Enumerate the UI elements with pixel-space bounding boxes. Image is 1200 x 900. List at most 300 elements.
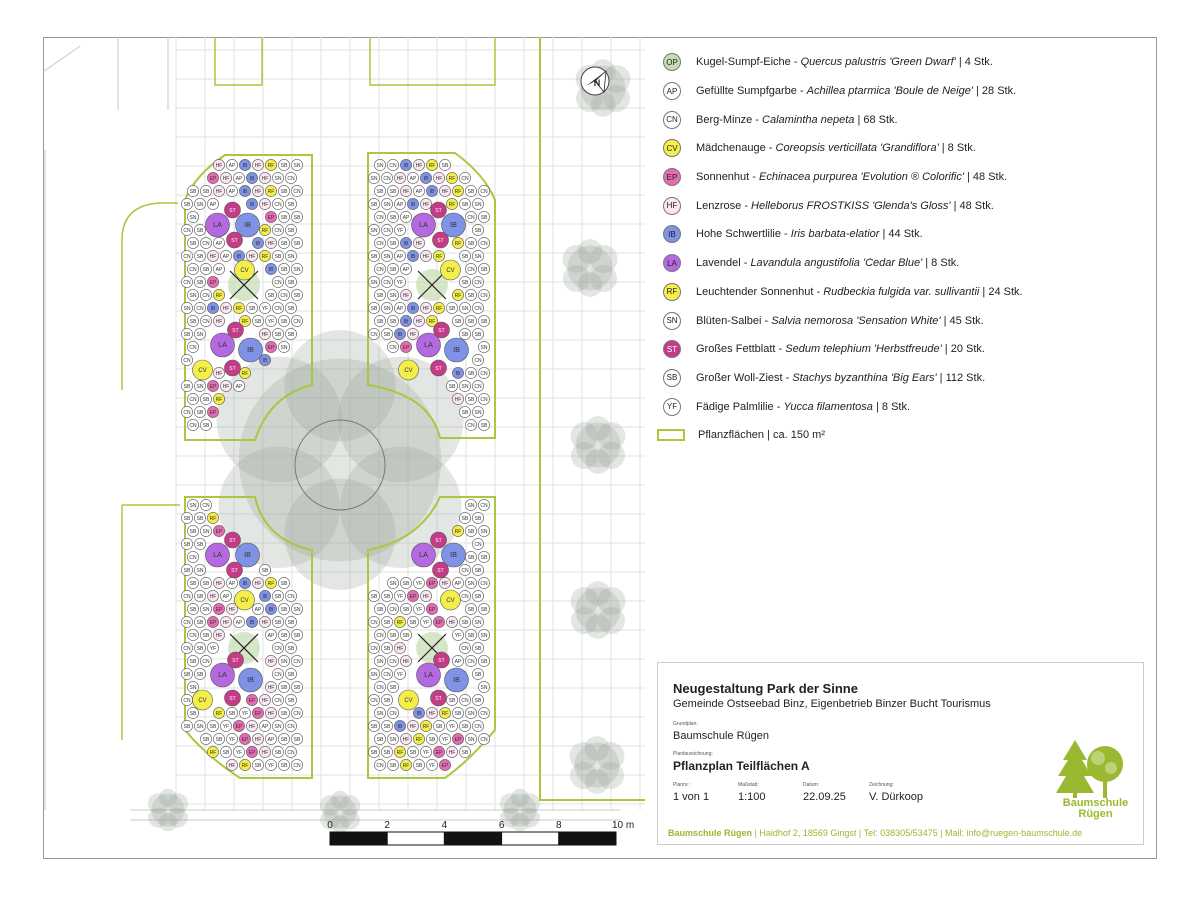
plant-sb (381, 642, 392, 653)
svg-text:HF: HF (215, 189, 223, 195)
svg-text:ST: ST (437, 568, 444, 574)
svg-text:CN: CN (383, 228, 391, 234)
plant-hf (220, 172, 231, 183)
legend-item-rf (655, 278, 1155, 307)
svg-text:CN: CN (389, 163, 397, 169)
svg-text:SB: SB (274, 332, 282, 338)
legend-label: Lavendel - Lavandula angustifolia 'Cedar Blue' | 8 Stk. (696, 257, 960, 270)
plant-st (225, 690, 241, 706)
svg-text:EP: EP (428, 581, 436, 587)
svg-text:YF: YF (267, 763, 275, 769)
plant-cn (368, 694, 379, 705)
svg-text:SB: SB (441, 163, 449, 169)
svg-text:SN: SN (474, 202, 482, 208)
svg-text:ST: ST (232, 658, 239, 664)
plant-ap (265, 733, 276, 744)
scale-segment (330, 832, 387, 845)
plant-sb (465, 629, 476, 640)
plant-sn (465, 577, 476, 588)
legend-quantity: | 8 Stk. (941, 142, 976, 155)
svg-text:SN: SN (461, 384, 469, 390)
svg-text:HF: HF (441, 581, 449, 587)
svg-text:SB: SB (480, 319, 488, 325)
plant-sb (465, 551, 476, 562)
plant-sn (374, 159, 385, 170)
svg-text:SB: SB (480, 607, 488, 613)
legend-latin-name: Quercus palustris 'Green Dwarf' (800, 56, 956, 69)
plant-yf (259, 302, 270, 313)
svg-text:SB: SB (189, 607, 197, 613)
svg-text:SB: SB (467, 633, 475, 639)
svg-text:SB: SB (293, 215, 301, 221)
svg-text:IB: IB (242, 581, 248, 587)
legend-quantity: | 112 Stk. (939, 371, 986, 384)
svg-text:CN: CN (370, 646, 378, 652)
svg-text:HF: HF (222, 620, 230, 626)
plant-sb (278, 263, 289, 274)
svg-text:HF: HF (441, 189, 449, 195)
plant-hf (420, 590, 431, 601)
svg-text:SB: SB (228, 711, 236, 717)
legend-common-name: Berg-Minze (696, 113, 753, 126)
svg-text:SN: SN (480, 685, 488, 691)
plant-cn (368, 642, 379, 653)
svg-text:CN: CN (376, 267, 384, 273)
plant-sn (381, 198, 392, 209)
svg-text:SB: SB (261, 568, 269, 574)
svg-text:EP: EP (215, 607, 223, 613)
field-label: Datum: (803, 782, 820, 788)
svg-text:SB: SB (467, 555, 475, 561)
svg-text:RF: RF (448, 202, 456, 208)
svg-text:RF: RF (241, 763, 249, 769)
svg-text:CN: CN (196, 306, 204, 312)
plant-sb (387, 681, 398, 692)
legend-label: Berg-Minze - Calamintha nepeta | 68 Stk. (696, 113, 898, 126)
legend-label: Gefüllte Sumpfgarbe - Achillea ptarmica 'Boule de Neige' | 28 Stk. (696, 85, 1017, 98)
plant-cn (381, 276, 392, 287)
plant-sb (465, 237, 476, 248)
plant-sb (426, 733, 437, 744)
plant-sb (220, 746, 231, 757)
legend-label: Lenzrose - Helleborus FROSTKISS 'Glenda's Gloss' | 48 Stk. (696, 199, 994, 212)
svg-text:CN: CN (293, 189, 301, 195)
plant-cn (187, 393, 198, 404)
svg-text:LA: LA (419, 550, 428, 559)
field-value: 1 von 1 (673, 791, 710, 803)
svg-text:SB: SB (287, 672, 295, 678)
svg-text:RF: RF (428, 319, 436, 325)
plant-ib (400, 315, 411, 326)
plant-sb (278, 707, 289, 718)
svg-text:CN: CN (389, 345, 397, 351)
svg-text:SB: SB (402, 607, 410, 613)
svg-text:HF: HF (261, 750, 269, 756)
plant-sb (291, 629, 302, 640)
svg-text:EP: EP (215, 529, 223, 535)
svg-text:SB: SB (461, 332, 469, 338)
svg-text:CN: CN (202, 319, 210, 325)
legend-label: Fädige Palmlilie - Yucca filamentosa | 8 Stk. (696, 400, 911, 413)
svg-text:IB: IB (455, 371, 461, 377)
plant-sb (381, 746, 392, 757)
plant-cn (272, 302, 283, 313)
svg-text:ST: ST (229, 696, 236, 702)
plant-sb (285, 198, 296, 209)
legend-symbol: SB (663, 369, 681, 387)
svg-text:YF: YF (396, 228, 404, 234)
plant-sn (374, 655, 385, 666)
plant-cn (478, 733, 489, 744)
svg-text:SB: SB (202, 581, 210, 587)
legend-quantity: | 48 Stk. (953, 199, 994, 212)
plant-yf (394, 668, 405, 679)
plant-sb (472, 642, 483, 653)
svg-text:ST: ST (229, 366, 236, 372)
plant-ep (265, 341, 276, 352)
svg-text:EP: EP (454, 737, 462, 743)
legend-item-sn (655, 306, 1155, 335)
plant-sn (472, 406, 483, 417)
svg-text:SB: SB (280, 763, 288, 769)
svg-text:CN: CN (389, 711, 397, 717)
svg-text:SB: SB (474, 698, 482, 704)
svg-text:SB: SB (293, 737, 301, 743)
plant-rf (446, 172, 457, 183)
plant-ep (252, 707, 263, 718)
plant-st (225, 532, 241, 548)
svg-text:SB: SB (274, 620, 282, 626)
svg-text:SB: SB (467, 529, 475, 535)
plant-rf (259, 250, 270, 261)
plant-hf (433, 172, 444, 183)
plant-yf (420, 616, 431, 627)
plant-rf (452, 289, 463, 300)
svg-text:HF: HF (261, 176, 269, 182)
svg-text:SB: SB (189, 319, 197, 325)
plant-sb (181, 328, 192, 339)
plant-sb (368, 746, 379, 757)
svg-text:YF: YF (267, 319, 275, 325)
plant-cn (285, 720, 296, 731)
svg-text:EP: EP (248, 750, 256, 756)
svg-text:IB: IB (397, 724, 403, 730)
legend-quantity: | 24 Stk. (982, 285, 1023, 298)
legend-quantity: | 8 Stk. (925, 257, 960, 270)
legend-common-name: Großes Fettblatt (696, 343, 776, 356)
plant-sn (278, 655, 289, 666)
plant-hf (420, 198, 431, 209)
svg-text:AP: AP (267, 737, 275, 743)
plant-sb (478, 263, 489, 274)
plant-sb (368, 250, 379, 261)
plant-sb (252, 315, 263, 326)
svg-text:EP: EP (209, 620, 217, 626)
plant-cn (187, 629, 198, 640)
tree-canopy (570, 736, 625, 794)
plant-sb (407, 616, 418, 627)
plant-sn (291, 603, 302, 614)
svg-text:LA: LA (218, 340, 227, 349)
plant-sb (400, 603, 411, 614)
plant-ap (394, 198, 405, 209)
svg-text:SB: SB (189, 659, 197, 665)
svg-text:EP: EP (209, 384, 217, 390)
svg-text:RF: RF (454, 241, 462, 247)
plant-sb (194, 512, 205, 523)
svg-text:HF: HF (402, 293, 410, 299)
plant-cn (465, 655, 476, 666)
plant-cn (291, 315, 302, 326)
north-arrow (581, 67, 609, 95)
plant-yf (413, 603, 424, 614)
plant-cn (368, 328, 379, 339)
svg-text:EP: EP (428, 607, 436, 613)
scale-label: 8 (556, 820, 562, 831)
plant-ap (452, 655, 463, 666)
north-label: N (593, 78, 601, 88)
svg-text:RF: RF (209, 750, 217, 756)
svg-text:RF: RF (235, 306, 243, 312)
svg-text:SB: SB (287, 280, 295, 286)
svg-text:CN: CN (202, 293, 210, 299)
plant-sb (381, 590, 392, 601)
plant-hf (259, 198, 270, 209)
plant-cn (472, 276, 483, 287)
plant-cn (478, 237, 489, 248)
svg-text:CV: CV (404, 368, 413, 374)
plant-sb (187, 603, 198, 614)
plant-sb (478, 211, 489, 222)
plant-hf (439, 577, 450, 588)
svg-text:SB: SB (370, 594, 378, 600)
svg-text:CN: CN (274, 280, 282, 286)
svg-text:SB: SB (202, 267, 210, 273)
plant-sb (407, 746, 418, 757)
svg-text:CN: CN (467, 423, 475, 429)
svg-text:CV: CV (446, 268, 455, 274)
svg-text:SB: SB (383, 750, 391, 756)
plant-sb (478, 551, 489, 562)
svg-text:HF: HF (435, 176, 443, 182)
plant-sb (433, 720, 444, 731)
svg-text:SN: SN (370, 176, 378, 182)
svg-text:SB: SB (461, 724, 469, 730)
plant-sb (226, 707, 237, 718)
company-footer (668, 828, 1082, 838)
svg-text:RF: RF (448, 176, 456, 182)
plant-sb (446, 302, 457, 313)
svg-text:YF: YF (228, 737, 236, 743)
scale-segment (502, 832, 559, 845)
scale-segment (559, 832, 616, 845)
svg-text:SB: SB (389, 267, 397, 273)
plant-sn (194, 720, 205, 731)
plant-rf (233, 302, 244, 313)
plant-hf (400, 185, 411, 196)
plant-rf (413, 733, 424, 744)
svg-text:ST: ST (229, 208, 236, 214)
svg-text:SB: SB (183, 672, 191, 678)
plant-cn (181, 694, 192, 705)
plant-sb (465, 603, 476, 614)
plant-cn (181, 354, 192, 365)
plant-hf (252, 733, 263, 744)
plant-sb (187, 655, 198, 666)
svg-text:IB: IB (262, 358, 268, 364)
svg-text:SB: SB (474, 332, 482, 338)
plant-ap (226, 159, 237, 170)
svg-text:SB: SB (409, 750, 417, 756)
plant-yf (420, 746, 431, 757)
svg-text:ST: ST (438, 658, 445, 664)
field-value: 22.09.25 (803, 791, 846, 803)
plant-sb (194, 250, 205, 261)
svg-text:SB: SB (287, 228, 295, 234)
svg-text:HF: HF (261, 698, 269, 704)
svg-text:CN: CN (467, 267, 475, 273)
plant-sb (200, 629, 211, 640)
tree-canopy (571, 581, 626, 639)
svg-text:SB: SB (280, 319, 288, 325)
svg-text:SN: SN (280, 345, 288, 351)
svg-text:CN: CN (183, 594, 191, 600)
svg-text:HF: HF (228, 763, 236, 769)
plant-sb (278, 315, 289, 326)
plant-yf (394, 224, 405, 235)
svg-text:IB: IB (262, 594, 268, 600)
svg-text:SN: SN (196, 202, 204, 208)
plant-sn (459, 302, 470, 313)
plant-cn (291, 185, 302, 196)
plant-sb (187, 707, 198, 718)
scale-segment (444, 832, 501, 845)
svg-text:HF: HF (228, 607, 236, 613)
plant-sb (452, 315, 463, 326)
legend-item-ap (655, 77, 1155, 106)
svg-text:IB: IB (403, 241, 409, 247)
svg-text:SB: SB (196, 672, 204, 678)
svg-text:CN: CN (370, 620, 378, 626)
plant-ap (226, 185, 237, 196)
plant-la (206, 213, 230, 237)
svg-text:SB: SB (480, 423, 488, 429)
field-label: Plannr.: (673, 782, 690, 788)
svg-text:SB: SB (202, 423, 210, 429)
svg-text:SB: SB (448, 698, 456, 704)
plant-sb (374, 315, 385, 326)
plant-sb (194, 668, 205, 679)
scale-label: 0 (327, 820, 333, 831)
svg-text:HF: HF (254, 189, 262, 195)
svg-text:CN: CN (189, 267, 197, 273)
plant-sb (278, 759, 289, 770)
plant-sb (291, 211, 302, 222)
plant-cn (285, 172, 296, 183)
plant-ap (207, 198, 218, 209)
plant-sb (278, 733, 289, 744)
svg-text:AP: AP (396, 306, 404, 312)
plant-sn (187, 499, 198, 510)
plant-sb (459, 198, 470, 209)
svg-text:SN: SN (467, 711, 475, 717)
svg-text:SB: SB (370, 254, 378, 260)
plant-sb (291, 681, 302, 692)
svg-text:YF: YF (448, 724, 456, 730)
plant-sb (187, 577, 198, 588)
plant-ap (400, 263, 411, 274)
svg-text:CN: CN (183, 280, 191, 286)
field-label: Zeichnung: (869, 782, 894, 788)
legend-latin-name: Salvia nemorosa 'Sensation White' (771, 314, 941, 327)
svg-text:AP: AP (409, 176, 417, 182)
svg-text:SB: SB (183, 332, 191, 338)
svg-text:EP: EP (409, 594, 417, 600)
svg-text:CN: CN (287, 750, 295, 756)
plant-sb (194, 642, 205, 653)
plant-la (206, 543, 230, 567)
svg-text:CN: CN (383, 176, 391, 182)
plant-rf (265, 185, 276, 196)
svg-text:AP: AP (261, 724, 269, 730)
plant-sn (368, 224, 379, 235)
plant-ib (252, 237, 263, 248)
svg-text:ST: ST (435, 696, 442, 702)
plant-ap (213, 237, 224, 248)
plant-cn (459, 564, 470, 575)
legend-latin-name: Achillea ptarmica 'Boule de Neige' (806, 85, 973, 98)
plant-cn (478, 185, 489, 196)
svg-text:RF: RF (261, 254, 269, 260)
plant-hf (446, 746, 457, 757)
plant-st (433, 562, 449, 578)
plant-sb (387, 263, 398, 274)
plant-ib (452, 367, 463, 378)
plant-sb (285, 616, 296, 627)
svg-text:HF: HF (402, 659, 410, 665)
plant-ep (426, 577, 437, 588)
plant-cn (465, 419, 476, 430)
svg-text:HF: HF (402, 189, 410, 195)
svg-text:HF: HF (215, 319, 223, 325)
svg-text:AP: AP (396, 202, 404, 208)
plant-sb (381, 616, 392, 627)
plant-sb (400, 629, 411, 640)
plant-rf (213, 707, 224, 718)
svg-text:HF: HF (422, 202, 430, 208)
plant-sn (465, 733, 476, 744)
plant-sb (387, 237, 398, 248)
plant-st (434, 322, 450, 338)
legend-item-st (655, 335, 1155, 364)
plant-hf (213, 577, 224, 588)
plant-rf (394, 746, 405, 757)
plant-sb (181, 380, 192, 391)
plant-sn (472, 616, 483, 627)
svg-text:EP: EP (241, 737, 249, 743)
svg-text:SB: SB (183, 568, 191, 574)
plant-sb (194, 590, 205, 601)
svg-text:SB: SB (474, 568, 482, 574)
legend-item-sb (655, 364, 1155, 393)
svg-text:IB: IB (268, 267, 274, 273)
svg-text:SB: SB (480, 659, 488, 665)
plant-sn (278, 341, 289, 352)
svg-text:CN: CN (189, 345, 197, 351)
plant-cn (374, 759, 385, 770)
plant-rf (239, 367, 250, 378)
svg-text:AP: AP (222, 254, 230, 260)
